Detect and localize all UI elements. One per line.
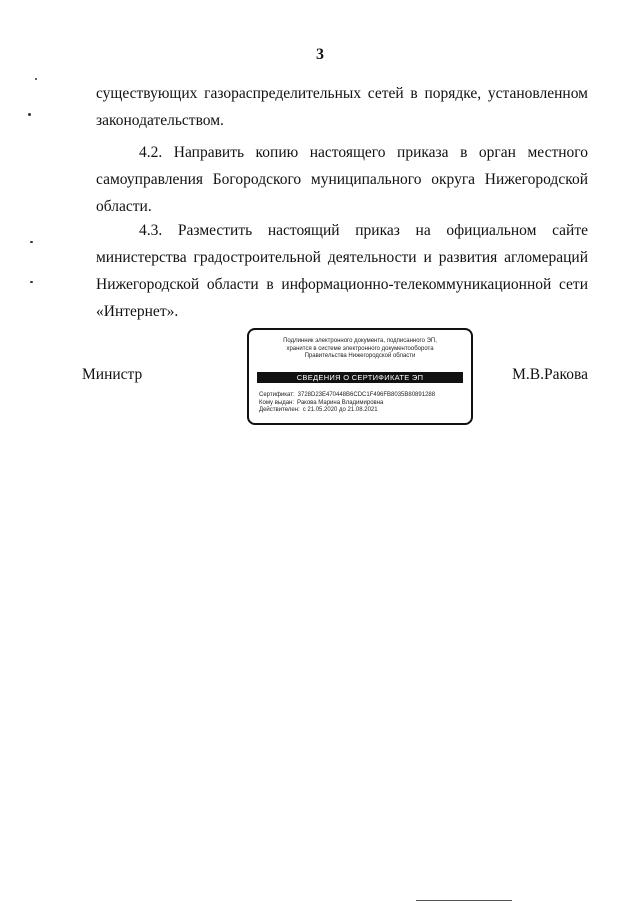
signatory-name: М.В.Ракова	[512, 366, 588, 383]
stamp-valid-value: с 21.05.2020 до 21.08.2021	[302, 407, 378, 413]
paragraph-4-3-text: 4.3. Разместить настоящий приказ на официальном сайте министерства градостроительной деятельности и развития агломераций Нижегородской области в информационно-телекоммуникационной сети «Интернет».	[96, 222, 588, 320]
stamp-issued-value: Ракова Марина Владимировна	[297, 399, 384, 406]
scan-speck	[30, 241, 33, 243]
scan-speck	[30, 281, 33, 283]
stamp-details	[259, 392, 465, 415]
page-number: 3	[316, 46, 324, 63]
scan-bottom-line	[416, 900, 512, 901]
stamp-title-bar: СВЕДЕНИЯ О СЕРТИФИКАТЕ ЭП	[257, 372, 463, 383]
stamp-header-line-2: хранится в системе электронного документооборота	[286, 345, 434, 352]
stamp-certificate-value: 3728D23E470448B6CDC1F496FB8035B80891288	[297, 392, 436, 398]
stamp-issued-row	[259, 400, 465, 408]
stamp-valid-row	[259, 407, 465, 415]
stamp-header-line-3: Правительства Нижегородской области	[304, 353, 416, 359]
stamp-certificate-label: Сертификат:	[259, 392, 295, 398]
stamp-header	[257, 338, 463, 361]
stamp-valid-label: Действителен:	[259, 407, 300, 413]
signatory-position: Министр	[82, 366, 143, 383]
paragraph-4-2-text: 4.2. Направить копию настоящего приказа в орган местного самоуправления Богородского муниципального округа Нижегородской области.	[96, 144, 588, 215]
stamp-issued-label: Кому выдан:	[259, 399, 295, 406]
paragraph-4-3	[96, 217, 588, 325]
paragraph-continuation-text: существующих газораспределительных сетей в порядке, установленном законодательством.	[96, 85, 588, 129]
paragraph-continuation	[96, 80, 588, 134]
paragraph-4-2	[96, 139, 588, 220]
electronic-signature-stamp	[247, 328, 473, 425]
scan-speck	[35, 78, 37, 80]
stamp-header-line-1: Подлинник электронного документа, подписанного ЭП,	[283, 338, 437, 344]
scan-speck	[28, 113, 31, 116]
stamp-certificate-row	[259, 392, 465, 400]
